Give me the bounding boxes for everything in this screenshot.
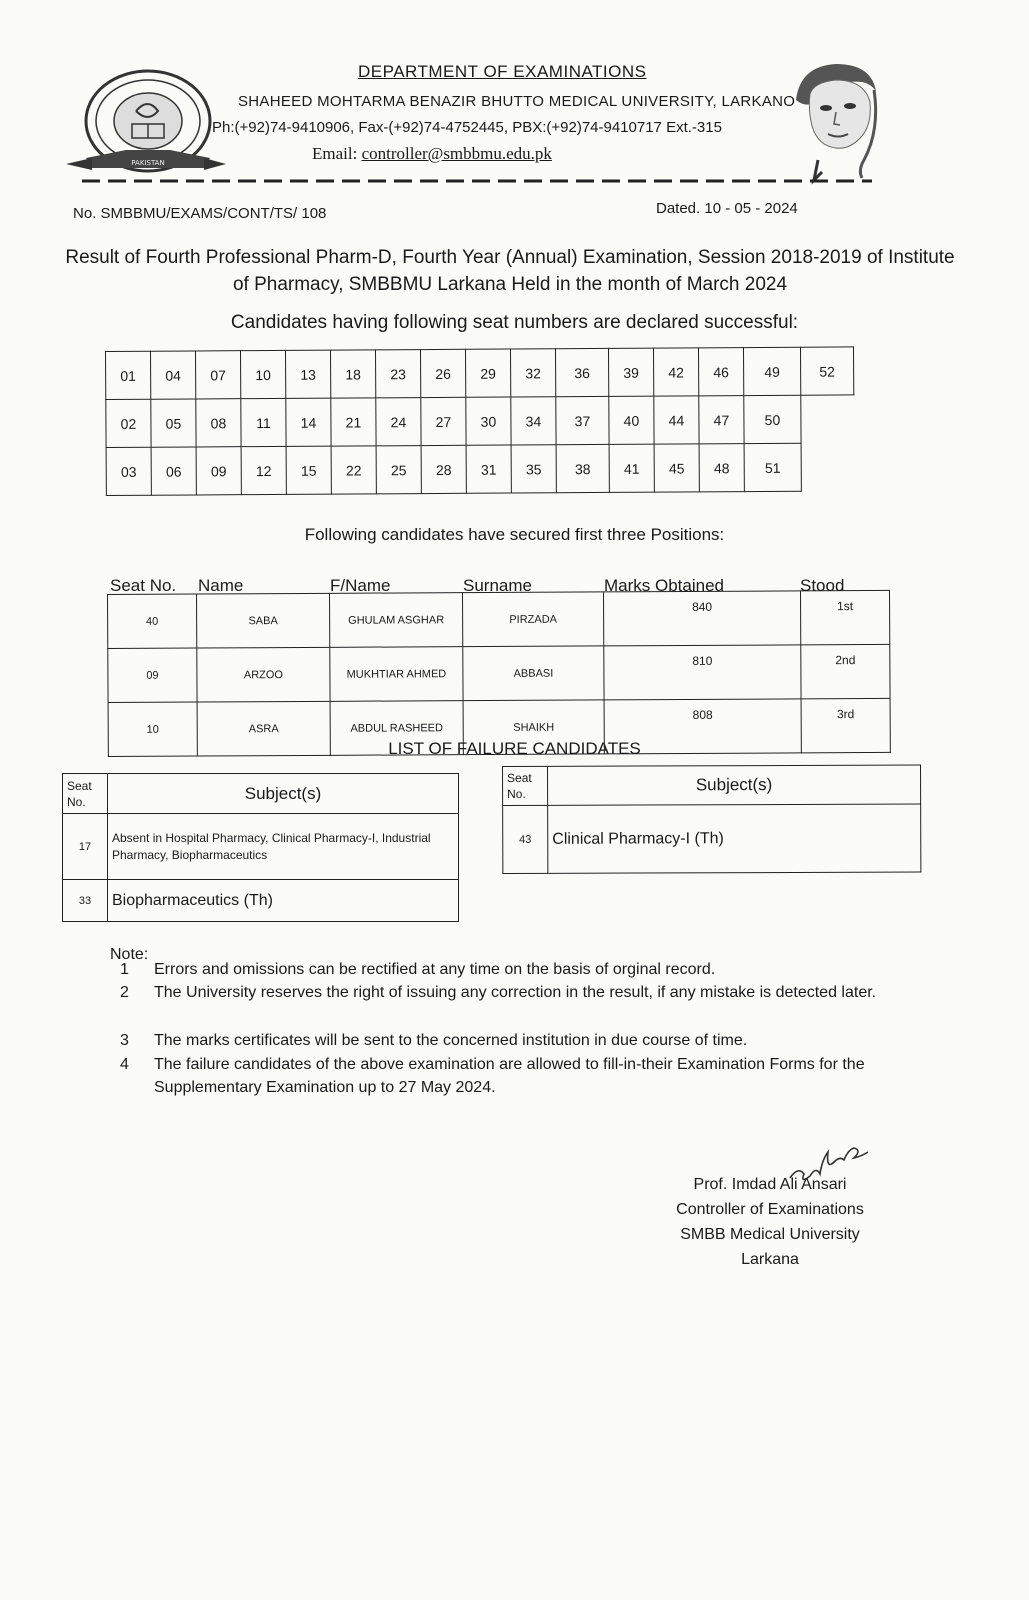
seat-no-header: Seat No. (63, 774, 108, 814)
founder-portrait (790, 60, 880, 185)
failure-table-left (62, 773, 459, 922)
seat-number: 22 (331, 446, 376, 494)
signatory-city: Larkana (741, 1251, 799, 1268)
position-father-name: MUKHTIAR AHMED (330, 647, 463, 702)
seat-number: 52 (800, 347, 853, 395)
empty-cell (801, 395, 854, 443)
seat-row (106, 443, 854, 496)
col-seat-no: Seat No. (110, 576, 177, 595)
seat-number: 25 (376, 446, 421, 494)
seat-no-header: Seat No. (503, 766, 548, 805)
signatory-designation: Controller of Examinations (676, 1201, 864, 1218)
seat-number: 14 (286, 398, 331, 446)
logo-ribbon-text: PAKISTAN (131, 159, 165, 167)
seat-number: 28 (421, 445, 466, 493)
seat-number: 08 (196, 399, 241, 447)
col-surname: Surname (463, 576, 532, 595)
university-name: SHAHEED MOHTARMA BENAZIR BHUTTO MEDICAL UNIVERSITY, LARKANO (238, 93, 796, 110)
position-father-name: GHULAM ASGHAR (329, 593, 462, 648)
failure-subjects: Clinical Pharmacy-I (Th) (548, 804, 921, 873)
col-marks: Marks Obtained (604, 576, 724, 595)
failure-subjects: Biopharmaceutics (Th) (108, 880, 459, 922)
failure-table-right (502, 765, 921, 874)
result-title: Result of Fourth Professional Pharm-D, Fourth Year (Annual) Examination, Session 2018-2019 of Institute of Pharmacy, SMBBMU Larkana Held in the month of March 2024 (65, 247, 955, 295)
seat-number: 40 (609, 396, 654, 444)
failure-row (503, 804, 921, 873)
failure-seat: 33 (63, 880, 108, 922)
seat-number: 21 (331, 398, 376, 446)
position-marks: 840 (603, 591, 800, 646)
empty-cell (801, 443, 854, 491)
seat-number: 51 (744, 443, 801, 491)
seat-number: 39 (608, 348, 653, 396)
seat-number: 37 (556, 396, 609, 444)
position-father-name: ABDUL RASHEED (330, 701, 463, 756)
position-marks: 808 (604, 699, 801, 754)
seat-number: 10 (241, 350, 286, 398)
seat-number: 15 (286, 446, 331, 494)
signatory-organization: SMBB Medical University (680, 1226, 860, 1243)
email-address: controller@smbbmu.edu.pk (361, 144, 552, 163)
seat-number: 50 (744, 395, 801, 443)
seat-number: 27 (421, 397, 466, 445)
failure-row (63, 880, 459, 922)
seat-number: 09 (196, 447, 241, 495)
seat-number: 30 (466, 397, 511, 445)
seat-number: 36 (555, 348, 608, 396)
seat-number: 12 (241, 446, 286, 494)
failure-heading: LIST OF FAILURE CANDIDATES (388, 739, 641, 758)
seat-number: 44 (654, 396, 699, 444)
position-surname: PIRZADA (462, 592, 603, 647)
seat-number: 01 (106, 351, 151, 399)
subject-header: Subject(s) (548, 765, 921, 805)
failure-row (63, 814, 459, 880)
seat-number: 07 (196, 351, 241, 399)
seat-number: 41 (609, 444, 654, 492)
email-line (312, 144, 552, 164)
seat-number: 11 (241, 398, 286, 446)
failure-seat: 43 (503, 805, 548, 873)
position-seat-no: 10 (108, 702, 197, 756)
seat-number: 45 (654, 444, 699, 492)
col-father-name: F/Name (330, 576, 391, 595)
position-name: SABA (197, 593, 330, 648)
department-heading: DEPARTMENT OF EXAMINATIONS (358, 62, 647, 81)
seat-number: 42 (653, 348, 698, 396)
seat-number: 04 (151, 351, 196, 399)
seat-number: 32 (510, 349, 555, 397)
seat-number: 48 (699, 444, 744, 492)
seat-number: 05 (151, 399, 196, 447)
failure-seat: 17 (63, 814, 108, 880)
signatory-name: Prof. Imdad Ali Ansari (693, 1176, 847, 1193)
contact-numbers: Ph:(+92)74-9410906, Fax-(+92)74-4752445, PBX:(+92)74-9410717 Ext.-315 (212, 119, 722, 136)
university-logo (66, 66, 226, 186)
position-stood: 2nd (801, 644, 890, 698)
seat-number: 49 (743, 347, 800, 395)
seat-number: 38 (556, 444, 609, 492)
seat-number: 31 (466, 445, 511, 493)
seat-number: 06 (151, 447, 196, 495)
seat-row (106, 395, 854, 448)
position-surname: ABBASI (463, 646, 604, 701)
date-label: Dated. 10 - 05 - 2024 (656, 200, 798, 217)
seat-number: 46 (698, 348, 743, 396)
col-name: Name (198, 576, 244, 595)
seat-number: 23 (375, 350, 420, 398)
position-seat-no: 09 (108, 648, 197, 702)
seat-number: 03 (106, 447, 151, 495)
failure-subjects: Absent in Hospital Pharmacy, Clinical Pharmacy-I, Industrial Pharmacy, Biopharmaceutics (108, 814, 459, 880)
position-name: ARZOO (197, 647, 330, 702)
seat-number: 24 (376, 398, 421, 446)
position-marks: 810 (604, 645, 801, 700)
subject-header: Subject(s) (108, 774, 459, 814)
successful-heading: Candidates having following seat numbers are declared successful: (230, 312, 799, 333)
seat-number: 34 (511, 397, 556, 445)
email-label: Email: (312, 144, 358, 163)
successful-seats-table (105, 346, 855, 496)
seat-number: 35 (511, 445, 556, 493)
positions-table (107, 590, 891, 757)
seat-number: 18 (330, 350, 375, 398)
positions-heading: Following candidates have secured first three Positions: (304, 525, 725, 544)
notes-heading: Note: (110, 946, 149, 963)
seat-number: 29 (465, 349, 510, 397)
seat-number: 47 (699, 396, 744, 444)
header-divider (82, 178, 872, 188)
position-name: ASRA (197, 701, 330, 756)
seat-number: 13 (285, 350, 330, 398)
position-stood: 1st (800, 590, 889, 644)
position-surname: SHAIKH (463, 700, 604, 755)
seat-row (106, 347, 854, 400)
position-stood: 3rd (801, 698, 890, 752)
seat-number: 02 (106, 399, 151, 447)
position-row (108, 590, 890, 648)
reference-number: No. SMBBMU/EXAMS/CONT/TS/ 108 (73, 205, 327, 222)
position-row (108, 644, 890, 702)
seat-number: 26 (420, 349, 465, 397)
col-stood: Stood (800, 576, 845, 595)
position-seat-no: 40 (108, 594, 197, 648)
